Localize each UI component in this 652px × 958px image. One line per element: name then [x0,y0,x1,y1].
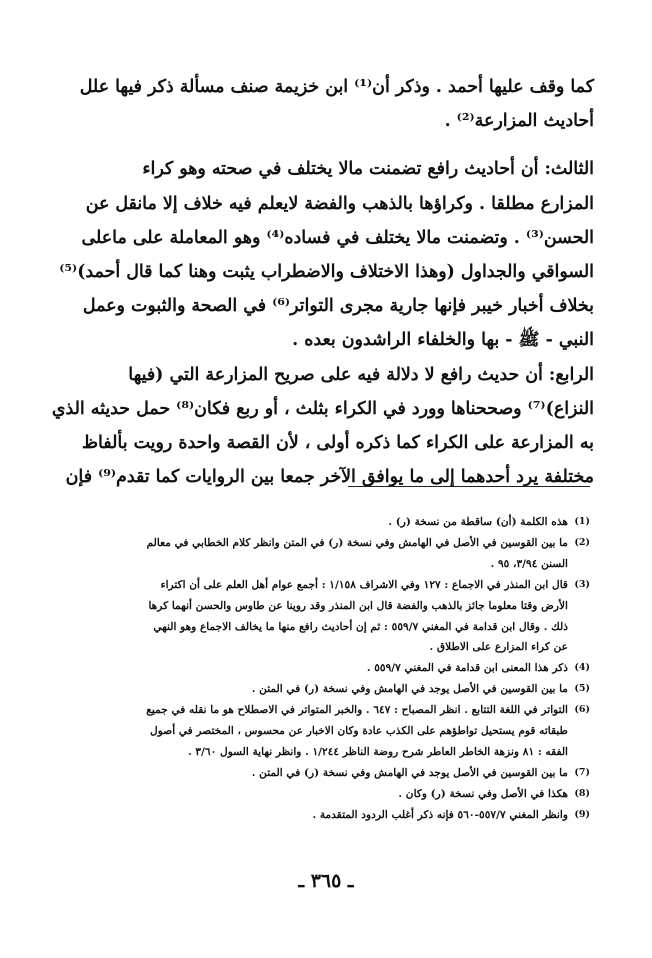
footnote-line: عن كراء المزارع على الاطلاق . [429,641,568,654]
footnote [100,512,590,533]
footnote-number: (2) [574,536,590,548]
main-text [51,70,594,494]
footnote-line: طبقاته قوم يستحيل تواطؤهم على الكذب عادة وكان الاخبار عن محسوس ، المختصر في أصول [150,725,568,738]
footnote-line: قال ابن المنذر في الاجماع : ١٢٧ وفي الاشراف ١/١٥٨ : أجمع عوام أهل العلم على أن اكتراء [160,578,568,591]
footnote-number: (5) [574,683,590,695]
footnote-number: (1) [574,516,590,527]
footnote-number: (4) [574,662,590,674]
text-line: الحسن⁽³⁾ . وتضمنت مالا يختلف في فساده⁽⁴⁾ وهو المعاملة على ماعلى [81,227,594,248]
footnote-line: ذلك . وقال ابن قدامة في المغني ٥٥٩/٧ : ثم إن أحاديث رافع منها ما يخالف الاجماع وهو النهي [153,620,568,633]
footnote-number: (8) [574,787,590,799]
footnote [100,700,590,763]
footnote-number: (9) [574,808,590,820]
text-line: بخلاف أخبار خيبر فإنها جارية مجرى التواتر⁽⁶⁾ في الصحة والثبوت وعمل [82,296,594,317]
footnote [100,805,590,826]
footnote [100,784,590,805]
text-line: النزاع)⁽⁷⁾ وصححناها وورد في الكراء بثلث ، أو ربع فكان⁽⁸⁾ حمل حديثه الذي [51,398,594,419]
footnote-line: السنن ٣/٩٤، ٩٥ . [490,557,568,570]
text-line: الثالث: أن أحاديث رافع تضمنت مالا يختلف في صحته وهو كراء [142,159,594,180]
footnote-line: الفقه : ٨١ ونزهة الخاطر العاطر شرح روضة الناظر ١/٢٤٤ . وانظر نهاية السول ٣/٦٠ . [187,745,568,758]
footnote [100,533,590,575]
footnote-separator [348,486,590,487]
text-line: السواقي والجداول (وهذا الاختلاف والاضطراب يثبت وهنا كما قال أحمد)⁽⁵⁾ [59,262,594,283]
footnote-line: التواتر في اللغة التتابع . انظر المصباح : ٦٤٧ . والخبر المتواتر في الاصطلاح هو ما نقله في جميع [146,704,568,717]
footnote [100,679,590,700]
footnote-number: (7) [574,766,590,778]
footnote-number: (3) [574,578,590,590]
footnote-number: (6) [574,704,590,716]
footnotes [100,512,590,826]
footnote [100,763,590,784]
text-line: مختلفة يرد أحدهما إلى ما يوافق الآخر جمعا بين الروايات كما تقدم⁽⁹⁾ فإن [65,467,594,488]
footnote-line: ذكر هذا المعنى ابن قدامة في المغني ٥٥٩/٧ . [366,662,568,675]
footnote-line: هكذا في الأصل وفي نسخة (ر) وكان . [398,787,568,800]
text-line: كما وقف عليها أحمد . وذكر أن⁽¹⁾ ابن خزيمة صنف مسألة ذكر فيها علل [79,77,594,97]
text-line: الرابع: أن حديث رافع لا دلالة فيه على صريح المزارعة التي (فيها [128,364,594,385]
page-number: ـ ٣٦٥ ـ [298,870,354,892]
footnote-line: وانظر المغني ٥٥٧/٧-٥٦٠ فإنه ذكر أغلب الردود المتقدمة . [312,808,568,821]
text-line: النبي - ﷺ - بها والخلفاء الراشدون بعده . [292,330,594,351]
footnote-line: هذه الكلمة (أن) ساقطة من نسخة (ر) . [388,516,568,528]
text-line: به المزارعة على الكراء كما ذكره أولى ، لأن القصة واحدة رويت بألفاظ [81,433,594,454]
footnote-line: الأرض وقتا معلوما جائز بالذهب والفضة قال ابن المنذر وقد روينا عن طاوس والحسن أنهما كرها [148,599,568,612]
text-line: المزارع مطلقا . وكراؤها بالذهب والفضة لايعلم فيه خلاف إلا مانقل عن [85,193,594,214]
footnote-line: ما بين القوسين في الأصل يوجد في الهامش وفي نسخة (ر) في المتن . [251,683,568,696]
text-line: أحاديث المزارعة⁽²⁾ . [444,111,594,132]
footnote-line: ما بين القوسين في الأصل يوجد في الهامش وفي نسخة (ر) في المتن . [251,766,568,779]
footnote [100,658,590,679]
footnote [100,575,590,659]
footnote-line: ما بين القوسين في الأصل في الهامش وفي نسخة (ر) في المتن وانظر كلام الخطابي في معالم [146,536,568,549]
